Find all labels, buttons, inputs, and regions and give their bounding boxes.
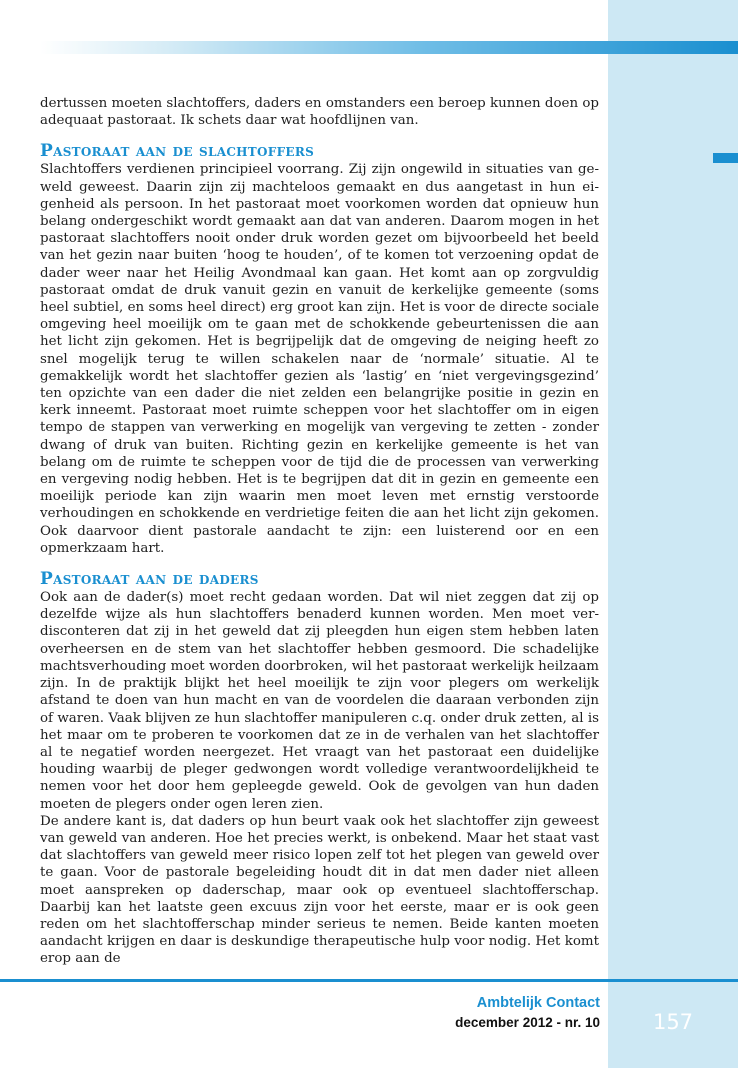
page-number: 157 xyxy=(652,1010,694,1034)
issue-label: december 2012 - nr. 10 xyxy=(455,1015,600,1030)
section-heading-perpetrators: Pastoraat aan de daders xyxy=(40,569,259,590)
section-marker xyxy=(713,153,738,163)
paragraph-perpetrators-2: De andere kant is, dat daders op hun beurt vaak ook het slachtoffer zijn geweest van geweld van anderen. Hoe het precies werkt, is onbekend. Maar het staat vast dat slachtoffers van geweld meer risico lopen zelf tot het plegen van geweld over te gaan. Voor de pastorale begeleiding houdt dit in dat men dader niet alleen moet aanspreken op daderschap, maar ook op eventueel slachtofferschap. Daarbij kan het laatste geen excuus zijn voor het eerste, maar er is ook geen reden om het slachtofferschap minder serieus te nemen. Beide kanten moeten aandacht krijgen en daar is deskundige therapeutische hulp voor nodig. Het komt erop aan de xyxy=(40,813,599,967)
publication-name: Ambtelijk Contact xyxy=(476,995,600,1011)
section-heading-victims: Pastoraat aan de slachtoffers xyxy=(40,141,315,162)
paragraph-victims: Slachtoffers verdienen principieel voorrang. Zij zijn ongewild in situaties van geweld geweest. Daarin zijn zij machteloos gemaakt en dus aangetast in hun eigenheid als persoon. In het pastoraat moet voorkomen worden dat opnieuw hun belang ondergeschikt wordt gemaakt aan dat van anderen. Daarom mogen in het pastoraat slachtoffers nooit onder druk worden gezet om bijvoorbeeld het beeld van het gezin naar buiten ‘hoog te houden’, of te komen tot verzoening opdat de dader weer naar het Heilig Avondmaal kan gaan. Het komt aan op zorgvuldig pastoraat omdat de druk vanuit gezin en vanuit de kerkelijke gemeente (soms heel subtiel, en soms heel direct) erg groot kan zijn. Het is voor de directe sociale omgeving heel moeilijk om te gaan met de schokkende gebeurtenissen die aan het licht zijn gekomen. Het is begrijpelijk dat de omgeving de neiging heeft zo snel mogelijk terug te willen schakelen naar de ‘normale’ situatie. Al te gemakkelijk wordt het slachtoffer gezien als ‘lastig’ en ‘niet vergevingsgezind’ ten opzichte van een dader die niet zelden een belangrijke positie in gezin en kerk inneemt. Pastoraat moet ruimte scheppen voor het slachtoffer om in eigen tempo de stappen van verwerking en mogelijk van vergeving te zetten - zonder dwang of druk van buiten. Richting gezin en kerkelijke gemeente is het van belang om de ruimte te scheppen voor de tijd die de processen van verwerking en vergeving nodig hebben. Het is te begrijpen dat dit in gezin en gemeente een moeilijk periode kan zijn waarin men moet leven met ernstig verstoorde verhoudingen en schokkende en verdrietige feiten die aan het licht zijn gekomen. Ook daarvoor dient pastorale aandacht te zijn: een luisterend oor en een opmerkzaam hart. xyxy=(40,162,599,556)
header-gradient-band xyxy=(40,41,738,54)
article-body xyxy=(40,95,599,968)
footer-info xyxy=(455,994,600,1033)
intro-paragraph: dertussen moeten slachtoffers, daders en omstanders een beroep kunnen doen op adequaat pastoraat. Ik schets daar wat hoofdlijnen van. xyxy=(40,96,599,129)
footer-rule xyxy=(0,979,738,982)
paragraph-perpetrators-1: Ook aan de dader(s) moet recht gedaan worden. Dat wil niet zeggen dat zij op dezelfde wijze als hun slachtoffers benaderd kunnen worden. Men moet verdisconteren dat zij in het geweld dat zij pleegden hun eigen stem hebben laten overheersen en de stem van het slachtoffer hebben gesmoord. Die schadelijke machtsverhouding moet worden doorbroken, wil het pastoraat werkelijk heilzaam zijn. In de praktijk blijkt het heel moeilijk te zijn voor plegers om werkelijk afstand te doen van hun macht en van de voordelen die daaraan verbonden zijn of waren. Vaak blijven ze hun slachtoffer manipuleren c.q. onder druk zetten, al is het maar om te proberen te voorkomen dat ze in de verhalen van het slachtoffer al te negatief worden neergezet. Het vraagt van het pastoraat een duidelijke houding waarbij de pleger gedwongen wordt volledige verantwoordelijkheid te nemen voor het door hem gepleegde geweld. Ook de gevolgen van hun daden moeten de plegers onder ogen leren zien. xyxy=(40,590,599,812)
